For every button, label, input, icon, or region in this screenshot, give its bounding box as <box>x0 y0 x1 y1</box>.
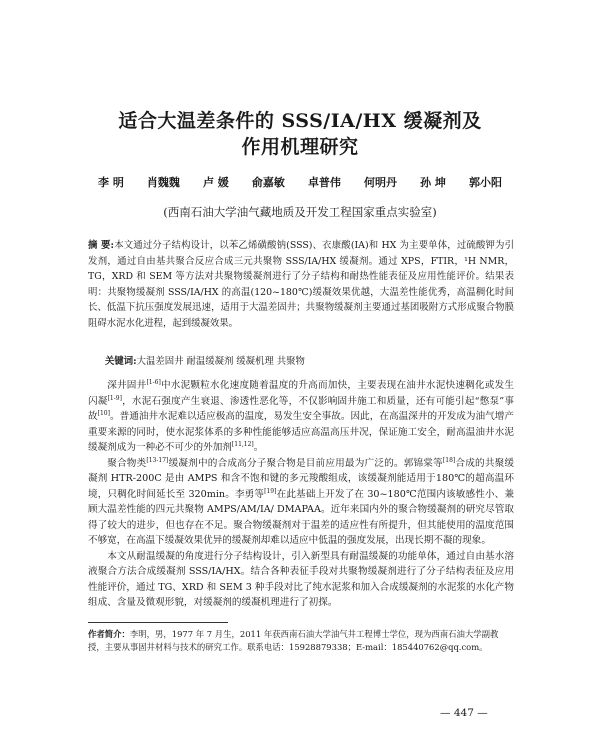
body-text <box>88 378 514 611</box>
author: 何明丹 <box>364 176 397 189</box>
abstract-label: 摘 要: <box>88 240 115 251</box>
abstract-text: 本文通过分子结构设计，以苯乙烯磺酸钠(SSS)、衣康酸(IA)和 HX 为主要单体，过硫酸钾为引发剂，通过自由基共聚合反应合成三元共聚物 SSS/IA/HX 缓凝剂。通过 XPS，FTIR，¹H NMR，TG，XRD 和 SEM 等方法对共聚物缓凝剂进行了分子结构和耐热性能表征及应用性能评价。结果表明：共聚物缓凝剂 SSS/IA/HX 的高温(120~180℃)缓凝效果优越，大温差性能优秀，高温稠化时间长、低温下抗压强度发展迅速，适用于大温差固井；共聚物缓凝剂主要通过基团吸附方式形成聚合物膜阻碍水泥水化进程，起到缓凝效果。 <box>88 240 514 329</box>
footnote-text: 李明，男，1977 年 7 月生，2011 年获西南石油大学油气井工程博士学位，现为西南石油大学副教授，主要从事固井材料与技术的研究工作。联系电话：15928879338；E-mail：185440762@qq.com。 <box>88 629 499 652</box>
author: 孙 坤 <box>420 176 446 189</box>
paragraph: 聚合物类[13-17]缓凝剂中的合成高分子聚合物是目前应用最为广泛的。郭锦棠等[18]合成的共聚缓凝剂 HTR-200C 是由 AMPS 和含不饱和键的多元羧酸组成，该缓凝剂能适用于180℃的超高温环境，只稠化时间延长至 320min。李勇等[19]在此基础上开发了在 30~180℃范围内该敏感性小、兼顾大温差性能的四元共聚物 AMPS/AM/IA/ DMAPAA。近年来国内外的聚合物缓凝剂的研究尽管取得了较大的进步，但也存在不足。聚合物缓凝剂对于温差的适应性有所提升，但其能使用的温度范围不够宽，在高温下缓凝效果优异的缓凝剂却难以适应中低温的强度发展，出现长期不凝的现象。 <box>88 456 515 546</box>
paragraph: 本文从耐温缓凝的角度进行分子结构设计，引入新型具有耐温缓凝的功能单体，通过自由基水溶液聚合方法合成缓凝剂 SSS/IA/HX。结合各种表征手段对共聚物缓凝剂进行了分子结构表征及应用性能评价，通过 TG、XRD 和 SEM 3 种手段对比了纯水泥浆和加入合成缓凝剂的水泥浆的水化产物组成、含量及微观形貌，对缓凝剂的缓凝机理进行了初探。 <box>88 550 514 608</box>
author: 郭小阳 <box>468 176 502 189</box>
paper-title-line-1: 适合大温差条件的 SSS/IA/HX 缓凝剂及 <box>118 110 482 132</box>
author-list <box>98 174 502 190</box>
keywords-label: 关键词: <box>105 356 137 367</box>
author: 卢 媛 <box>202 176 229 189</box>
page-number: — 447 — <box>440 707 488 719</box>
paragraph: 深井固井[1-6]中水泥颗粒水化速度随着温度的升高而加快，主要表现在油井水泥快速稠化或发生闪凝[1-9]，水泥石强度产生衰退、渗透性恶化等，不仅影响固井施工和质量，还有可能引起“憋泵”事故[10]。普通油井水泥难以适应极高的温度，易发生安全事故。因此，在高温深井的开发成为油气增产重要来源的同时，使水泥浆体系的多种性能能够适应高温高压井况，保证施工安全，耐高温油井水泥缓凝剂成为一种必不可少的外加剂[11,12]。 <box>88 378 515 453</box>
author-footnote <box>88 628 514 654</box>
paper-title-line-2: 作用机理研究 <box>241 136 359 158</box>
author: 肖魏魏 <box>146 176 180 189</box>
author: 俞嘉敏 <box>251 176 285 189</box>
keywords <box>105 353 525 367</box>
author: 李 明 <box>98 176 124 189</box>
affiliation: (西南石油大学油气藏地质及开发工程国家重点实验室) <box>163 205 437 219</box>
author: 卓普伟 <box>307 176 341 189</box>
abstract <box>88 238 514 332</box>
footnote-label: 作者简介： <box>88 629 130 639</box>
keywords-text: 大温差固井 耐温缓凝剂 缓凝机理 共聚物 <box>136 356 305 367</box>
footnote-divider <box>88 622 228 623</box>
